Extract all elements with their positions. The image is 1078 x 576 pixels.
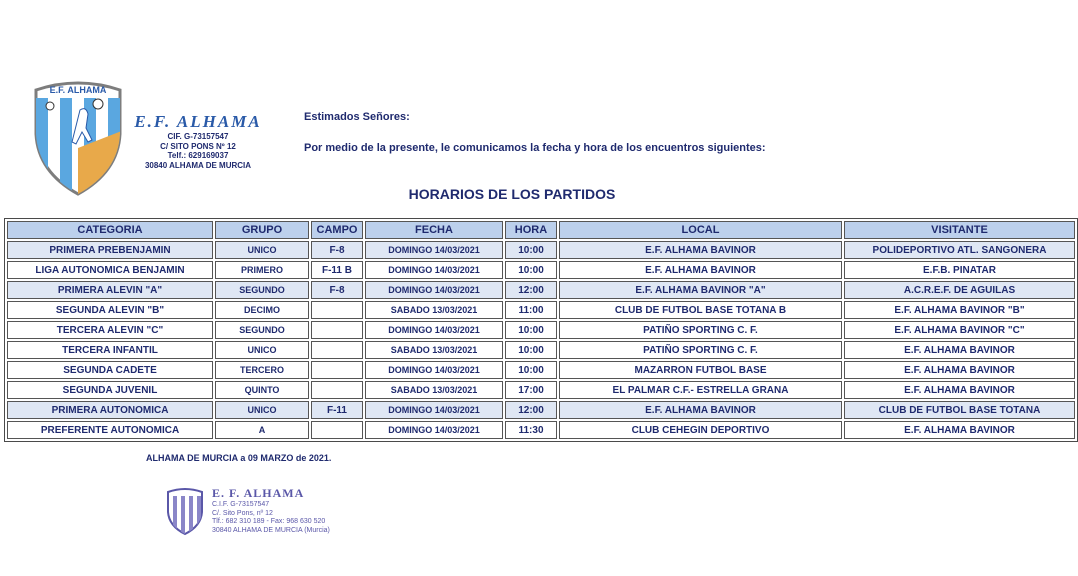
cell-fecha: DOMINGO 14/03/2021	[365, 281, 503, 299]
header-campo: CAMPO	[311, 221, 363, 239]
cell-fecha: DOMINGO 14/03/2021	[365, 421, 503, 439]
cell-campo	[311, 321, 363, 339]
header-fecha: FECHA	[365, 221, 503, 239]
cell-local: E.F. ALHAMA BAVINOR	[559, 261, 842, 279]
table-row	[7, 341, 1075, 359]
cell-hora: 10:00	[505, 321, 557, 339]
table-row	[7, 261, 1075, 279]
table-row	[7, 381, 1075, 399]
stamp-info	[212, 486, 330, 535]
header-categoria: CATEGORIA	[7, 221, 213, 239]
cell-categoria: LIGA AUTONOMICA BENJAMIN	[7, 261, 213, 279]
cell-fecha: DOMINGO 14/03/2021	[365, 361, 503, 379]
cell-grupo: A	[215, 421, 309, 439]
cell-campo	[311, 381, 363, 399]
header-hora: HORA	[505, 221, 557, 239]
table-header-row	[7, 221, 1075, 239]
cell-visitante: E.F. ALHAMA BAVINOR	[844, 381, 1075, 399]
cell-campo	[311, 361, 363, 379]
cell-visitante: E.F. ALHAMA BAVINOR "B"	[844, 301, 1075, 319]
cell-fecha: DOMINGO 14/03/2021	[365, 321, 503, 339]
cell-visitante: A.C.R.E.F. DE AGUILAS	[844, 281, 1075, 299]
cell-local: E.F. ALHAMA BAVINOR	[559, 241, 842, 259]
cell-categoria: SEGUNDA CADETE	[7, 361, 213, 379]
cell-hora: 10:00	[505, 261, 557, 279]
stamp-cif: C.I.F. G-73157547	[212, 501, 270, 508]
cell-grupo: QUINTO	[215, 381, 309, 399]
cell-visitante: E.F. ALHAMA BAVINOR	[844, 341, 1075, 359]
cell-fecha: SABADO 13/03/2021	[365, 301, 503, 319]
cell-campo	[311, 301, 363, 319]
cell-hora: 12:00	[505, 401, 557, 419]
cell-fecha: DOMINGO 14/03/2021	[365, 241, 503, 259]
schedule-table	[4, 218, 1078, 442]
cell-grupo: PRIMERO	[215, 261, 309, 279]
cell-categoria: PRIMERA PREBENJAMIN	[7, 241, 213, 259]
cell-categoria: PRIMERA ALEVIN "A"	[7, 281, 213, 299]
cell-visitante: CLUB DE FUTBOL BASE TOTANA	[844, 401, 1075, 419]
table-row	[7, 361, 1075, 379]
cell-grupo: UNICO	[215, 241, 309, 259]
cell-local: PATIÑO SPORTING C. F.	[559, 341, 842, 359]
cell-categoria: TERCERA INFANTIL	[7, 341, 213, 359]
cell-grupo: UNICO	[215, 401, 309, 419]
cell-campo: F-8	[311, 241, 363, 259]
cell-local: E.F. ALHAMA BAVINOR	[559, 401, 842, 419]
cell-grupo: SEGUNDO	[215, 281, 309, 299]
club-city: 30840 ALHAMA DE MURCIA	[144, 160, 252, 170]
cell-visitante: E.F. ALHAMA BAVINOR "C"	[844, 321, 1075, 339]
cell-campo: F-8	[311, 281, 363, 299]
cell-campo	[311, 421, 363, 439]
header-grupo: GRUPO	[215, 221, 309, 239]
cell-hora: 10:00	[505, 341, 557, 359]
cell-campo: F-11 B	[311, 261, 363, 279]
club-shield-logo	[28, 76, 128, 198]
cell-campo	[311, 341, 363, 359]
cell-categoria: SEGUNDA ALEVIN "B"	[7, 301, 213, 319]
cell-hora: 11:30	[505, 421, 557, 439]
cell-hora: 12:00	[505, 281, 557, 299]
date-place-line: ALHAMA DE MURCIA a 09 MARZO de 2021.	[146, 453, 332, 463]
cell-campo: F-11	[311, 401, 363, 419]
club-cif: CIF. G-73157547	[167, 132, 229, 141]
cell-fecha: DOMINGO 14/03/2021	[365, 401, 503, 419]
cell-visitante: E.F. ALHAMA BAVINOR	[844, 361, 1075, 379]
cell-fecha: DOMINGO 14/03/2021	[365, 261, 503, 279]
stamp-address: C/. Sito Pons, nº 12	[212, 509, 273, 517]
cell-local: PATIÑO SPORTING C. F.	[559, 321, 842, 339]
table-row	[7, 301, 1075, 319]
cell-categoria: TERCERA ALEVIN "C"	[7, 321, 213, 339]
club-info	[128, 112, 268, 170]
table-row	[7, 241, 1075, 259]
club-phone: Telf.: 629169037	[167, 151, 229, 160]
club-name: E.F. ALHAMA	[134, 112, 262, 131]
stamp-club-name: E. F. ALHAMA	[212, 486, 305, 500]
table-row	[7, 421, 1075, 439]
cell-local: E.F. ALHAMA BAVINOR "A"	[559, 281, 842, 299]
stamp-phone: Tlf.: 682 310 189 - Fax: 968 630 520	[212, 518, 326, 525]
cell-visitante: E.F. ALHAMA BAVINOR	[844, 421, 1075, 439]
stamp-city: 30840 ALHAMA DE MURCIA (Murcia)	[212, 526, 330, 534]
cell-categoria: PREFERENTE AUTONOMICA	[7, 421, 213, 439]
cell-local: CLUB DE FUTBOL BASE TOTANA B	[559, 301, 842, 319]
club-address: C/ SITO PONS Nº 12	[160, 141, 236, 151]
cell-grupo: DECIMO	[215, 301, 309, 319]
cell-visitante: E.F.B. PINATAR	[844, 261, 1075, 279]
table-row	[7, 321, 1075, 339]
cell-grupo: SEGUNDO	[215, 321, 309, 339]
cell-grupo: UNICO	[215, 341, 309, 359]
letter-greeting: Estimados Señores:	[304, 111, 410, 123]
cell-hora: 10:00	[505, 361, 557, 379]
table-row	[7, 401, 1075, 419]
cell-hora: 17:00	[505, 381, 557, 399]
cell-fecha: SABADO 13/03/2021	[365, 381, 503, 399]
cell-hora: 10:00	[505, 241, 557, 259]
table-row	[7, 281, 1075, 299]
cell-local: EL PALMAR C.F.- ESTRELLA GRANA	[559, 381, 842, 399]
schedule-heading: HORARIOS DE LOS PARTIDOS	[408, 186, 616, 202]
shield-banner-text: E.F. ALHAMA	[49, 85, 107, 95]
cell-hora: 11:00	[505, 301, 557, 319]
cell-grupo: TERCERO	[215, 361, 309, 379]
cell-visitante: POLIDEPORTIVO ATL. SANGONERA	[844, 241, 1075, 259]
header-local: LOCAL	[559, 221, 842, 239]
header-visitante: VISITANTE	[844, 221, 1075, 239]
cell-categoria: PRIMERA AUTONOMICA	[7, 401, 213, 419]
cell-fecha: SABADO 13/03/2021	[365, 341, 503, 359]
cell-categoria: SEGUNDA JUVENIL	[7, 381, 213, 399]
stamp-shield-logo	[164, 486, 206, 536]
letter-intro: Por medio de la presente, le comunicamos la fecha y hora de los encuentros siguientes:	[304, 142, 766, 154]
cell-local: MAZARRON FUTBOL BASE	[559, 361, 842, 379]
cell-local: CLUB CEHEGIN DEPORTIVO	[559, 421, 842, 439]
